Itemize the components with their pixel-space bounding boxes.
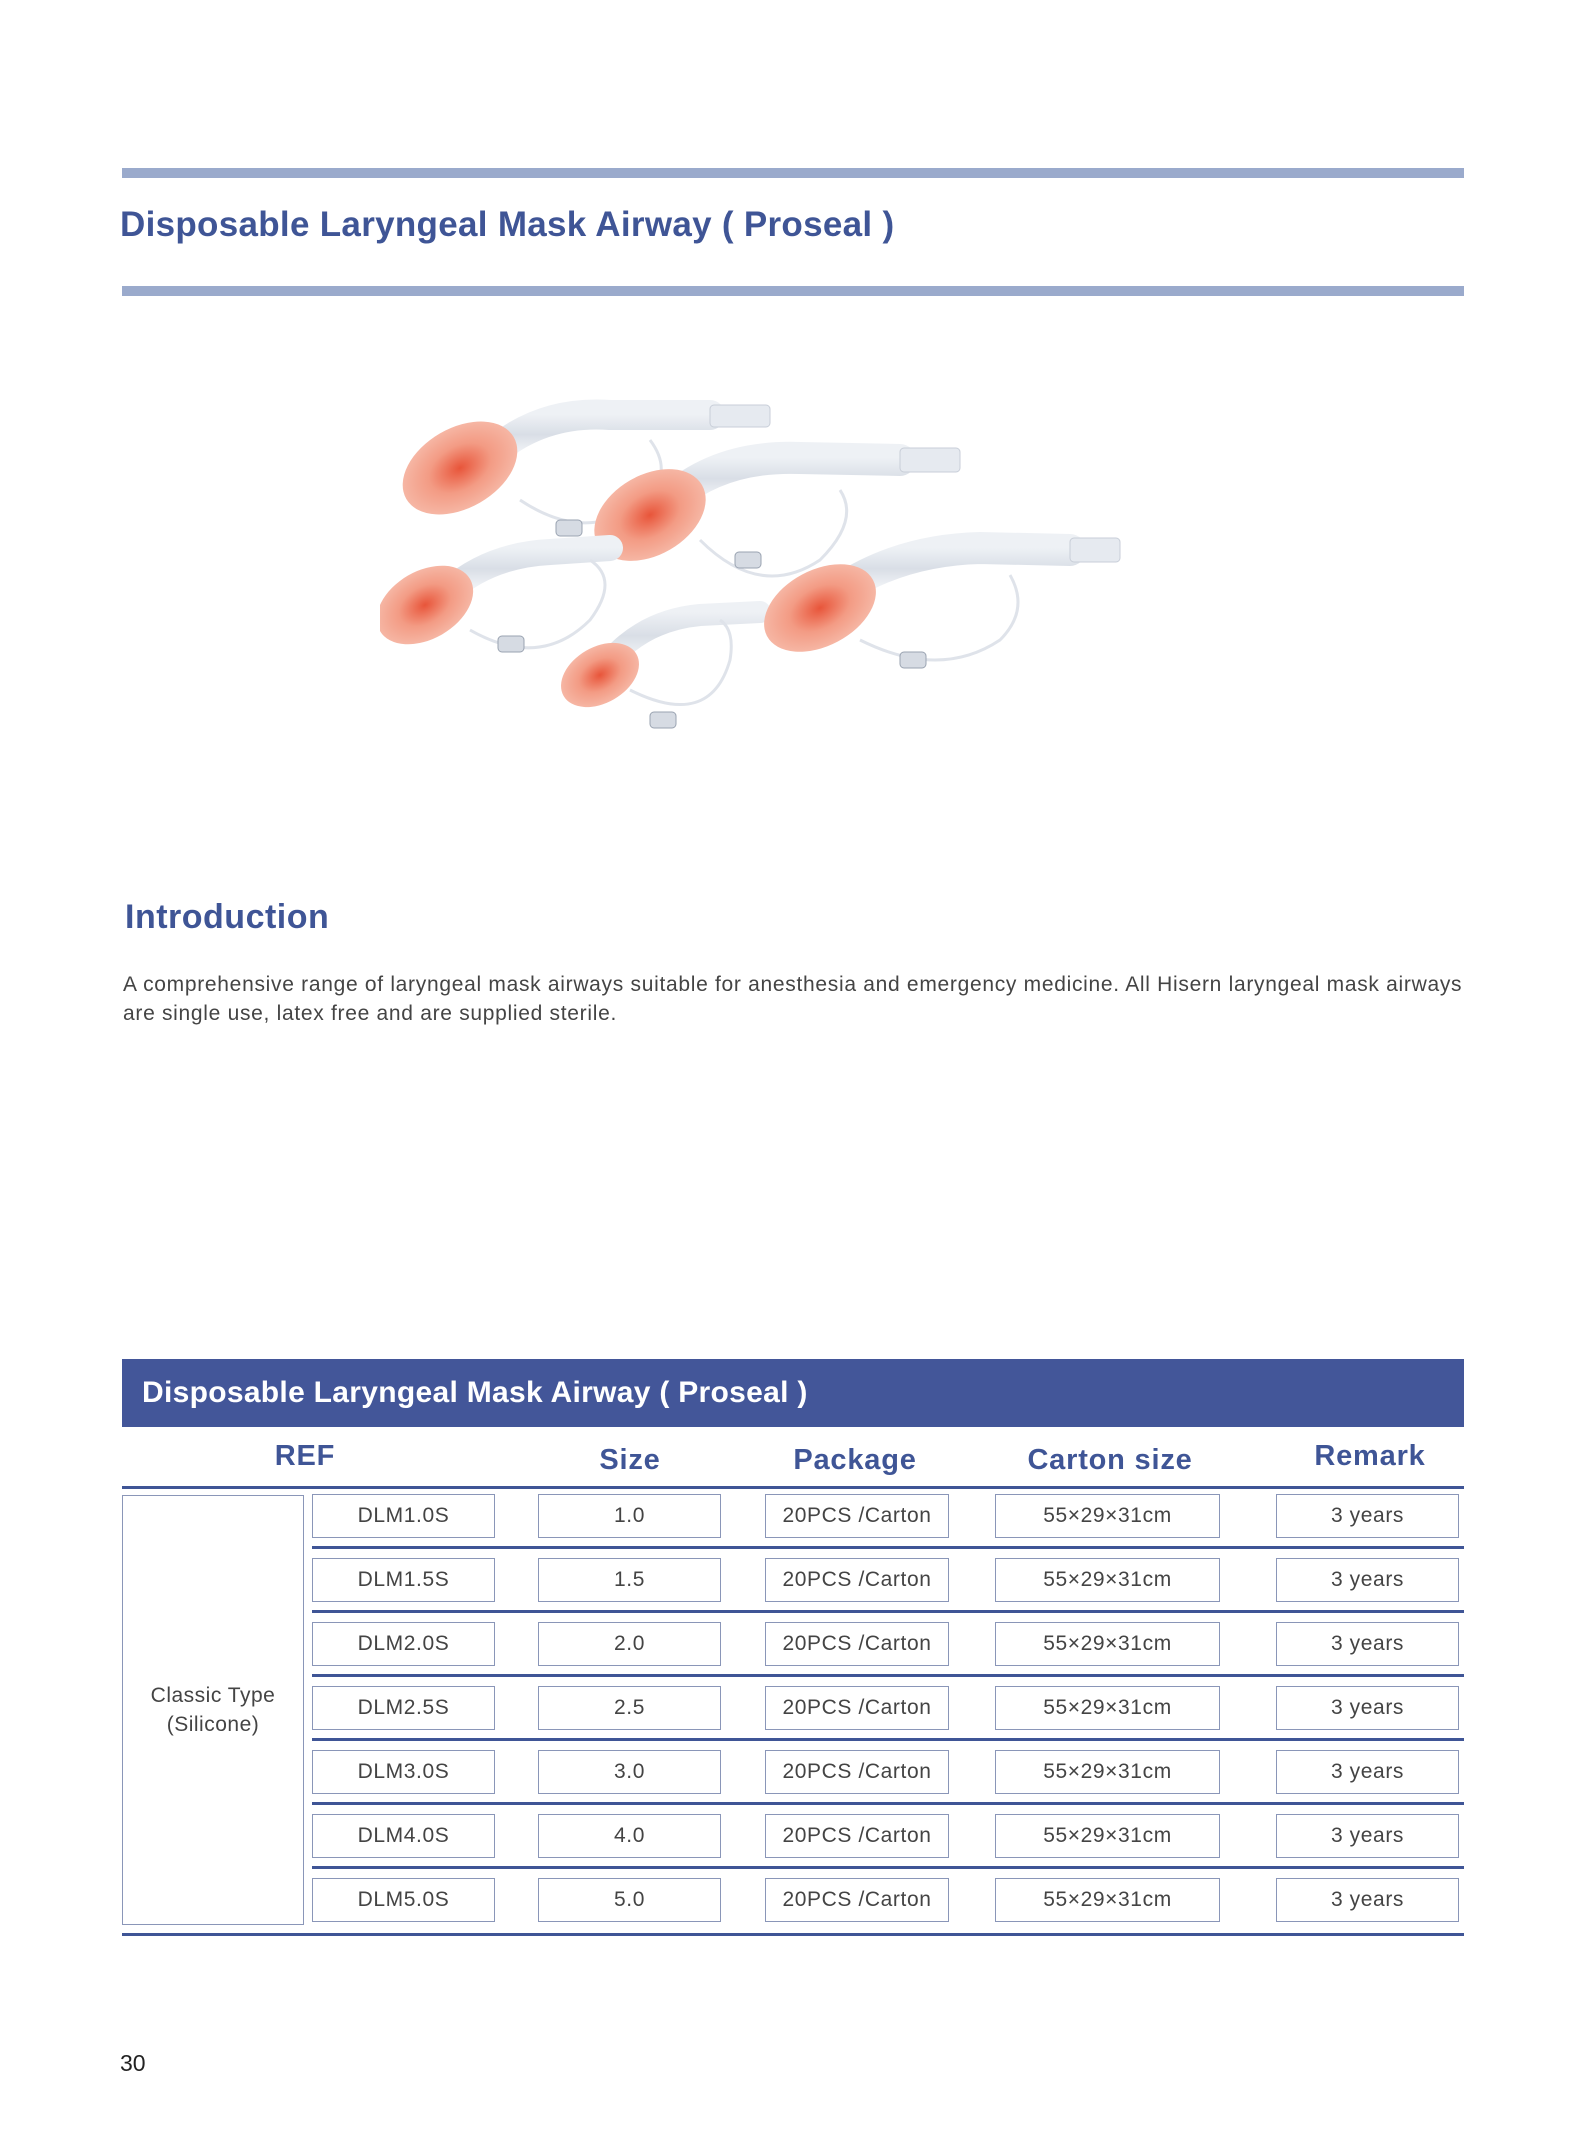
cell-carton-size: 55×29×31cm — [995, 1878, 1220, 1922]
column-header-carton-size: Carton size — [1027, 1444, 1193, 1476]
mask-airway-3 — [380, 548, 610, 660]
cell-remark: 3 years — [1276, 1814, 1459, 1858]
cell-size: 4.0 — [538, 1814, 721, 1858]
cell-size: 5.0 — [538, 1878, 721, 1922]
table-bottom-rule — [122, 1933, 1464, 1936]
cell-ref: DLM2.0S — [312, 1622, 495, 1666]
row-separator — [312, 1674, 1464, 1677]
row-separator — [312, 1546, 1464, 1549]
row-separator — [312, 1738, 1464, 1741]
cell-remark: 3 years — [1276, 1750, 1459, 1794]
column-header-package: Package — [793, 1444, 917, 1476]
group-label-type: Classic Type — [150, 1684, 276, 1707]
cell-remark: 3 years — [1276, 1494, 1459, 1538]
cell-package: 20PCS /Carton — [765, 1686, 949, 1730]
group-label-material: (Silicone) — [166, 1713, 260, 1736]
cell-carton-size: 55×29×31cm — [995, 1622, 1220, 1666]
cell-package: 20PCS /Carton — [765, 1622, 949, 1666]
cell-remark: 3 years — [1276, 1878, 1459, 1922]
cell-package: 20PCS /Carton — [765, 1558, 949, 1602]
cell-ref: DLM1.0S — [312, 1494, 495, 1538]
page-number: 30 — [120, 2050, 146, 2076]
cell-size: 3.0 — [538, 1750, 721, 1794]
row-separator — [312, 1610, 1464, 1613]
cell-ref: DLM3.0S — [312, 1750, 495, 1794]
row-separator — [312, 1802, 1464, 1805]
cell-carton-size: 55×29×31cm — [995, 1814, 1220, 1858]
column-header-ref: REF — [274, 1440, 336, 1472]
product-photo — [380, 390, 1260, 840]
cell-ref: DLM2.5S — [312, 1686, 495, 1730]
cell-size: 2.5 — [538, 1686, 721, 1730]
header-rule-bottom — [122, 286, 1464, 296]
cell-ref: DLM4.0S — [312, 1814, 495, 1858]
group-label-cell — [122, 1495, 304, 1925]
mask-airway-5 — [749, 538, 1120, 670]
cell-ref: DLM5.0S — [312, 1878, 495, 1922]
column-header-remark: Remark — [1314, 1440, 1426, 1472]
cell-remark: 3 years — [1276, 1622, 1459, 1666]
column-header-size: Size — [599, 1444, 661, 1476]
page-title: Disposable Laryngeal Mask Airway ( Proseal ) — [120, 205, 895, 244]
row-separator — [312, 1866, 1464, 1869]
cell-size: 1.0 — [538, 1494, 721, 1538]
cell-package: 20PCS /Carton — [765, 1494, 949, 1538]
cell-carton-size: 55×29×31cm — [995, 1686, 1220, 1730]
table-header-rule — [122, 1486, 1464, 1489]
header-rule-top — [122, 168, 1464, 178]
cell-package: 20PCS /Carton — [765, 1814, 949, 1858]
cell-ref: DLM1.5S — [312, 1558, 495, 1602]
cell-package: 20PCS /Carton — [765, 1878, 949, 1922]
cell-remark: 3 years — [1276, 1686, 1459, 1730]
cell-carton-size: 55×29×31cm — [995, 1750, 1220, 1794]
introduction-heading: Introduction — [125, 898, 330, 936]
cell-remark: 3 years — [1276, 1558, 1459, 1602]
introduction-text: A comprehensive range of laryngeal mask airways suitable for anesthesia and emergency medicine. All Hisern laryngeal mask airways are single use, latex free and are supplied sterile. — [123, 973, 1463, 1025]
table-title-banner: Disposable Laryngeal Mask Airway ( Proseal ) — [122, 1359, 1464, 1427]
cell-carton-size: 55×29×31cm — [995, 1558, 1220, 1602]
cell-package: 20PCS /Carton — [765, 1750, 949, 1794]
cell-carton-size: 55×29×31cm — [995, 1494, 1220, 1538]
cell-size: 2.0 — [538, 1622, 721, 1666]
cell-size: 1.5 — [538, 1558, 721, 1602]
